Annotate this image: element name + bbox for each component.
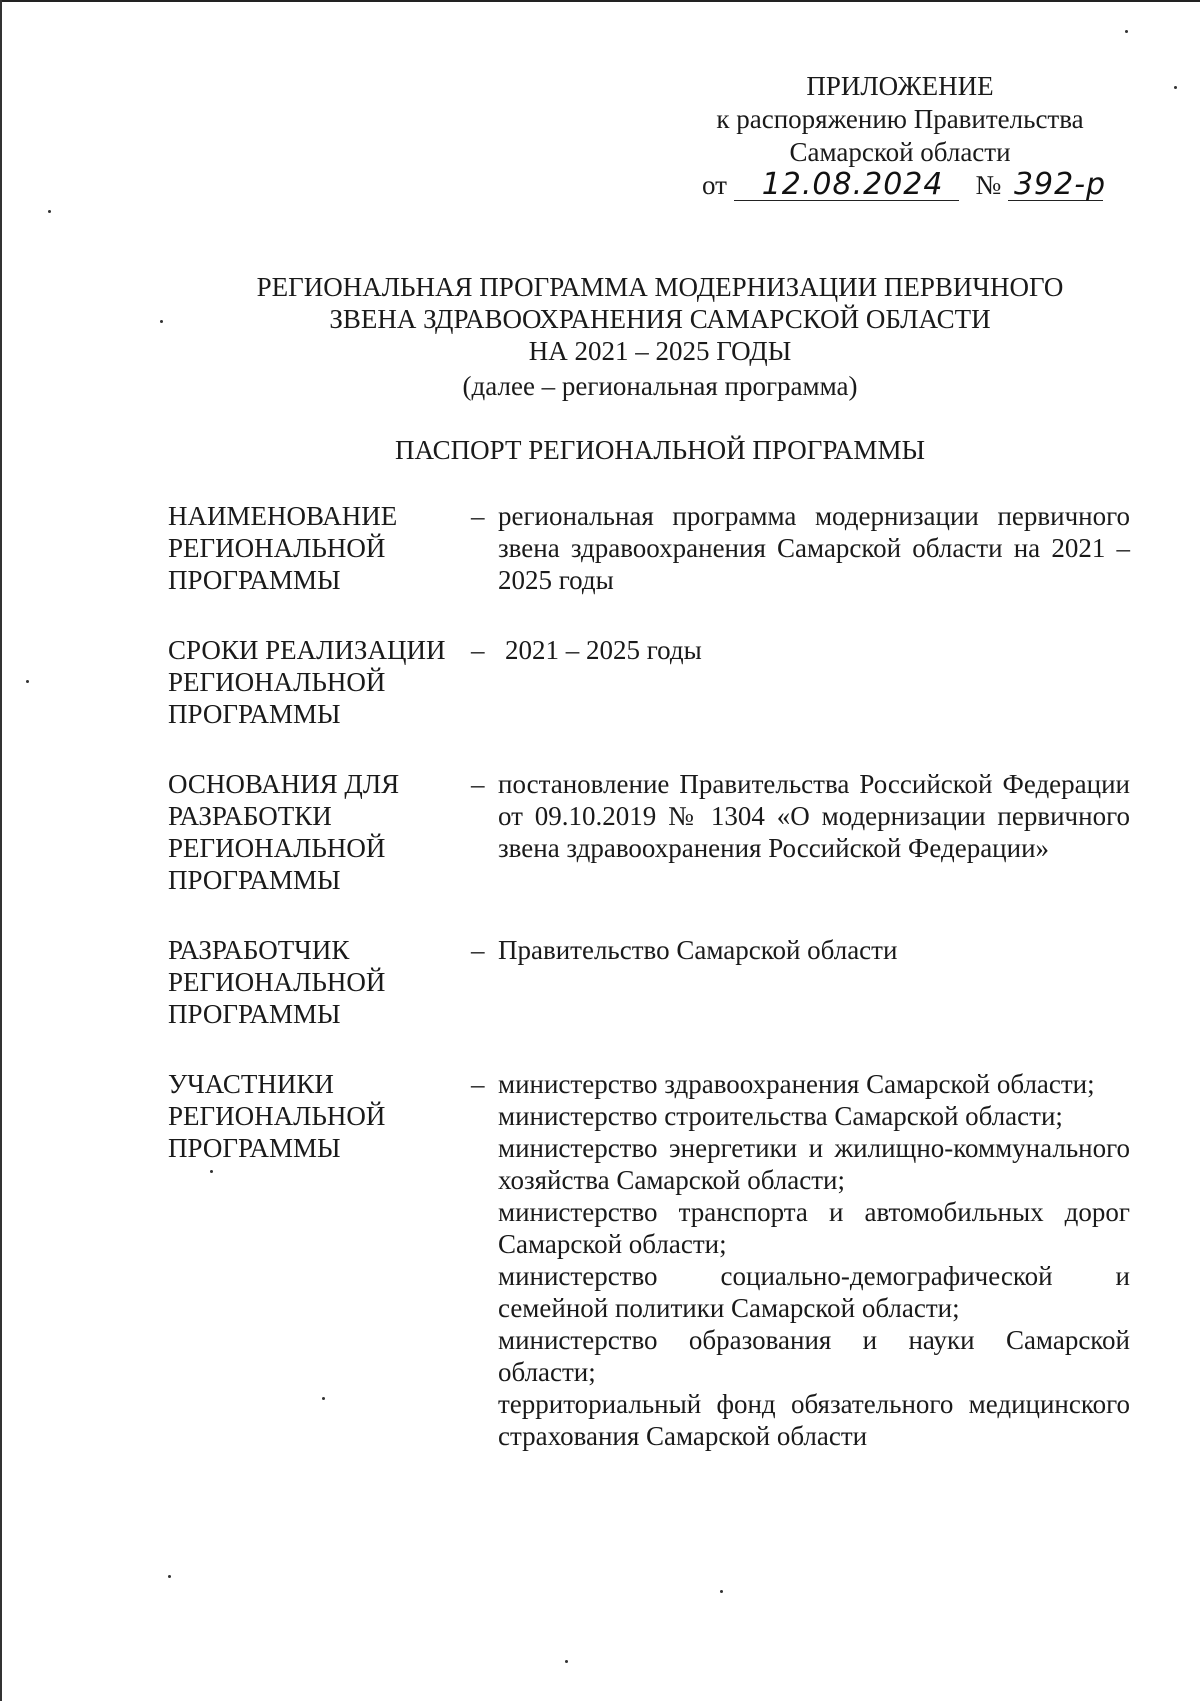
scan-left-edge (0, 0, 2, 1701)
scan-top-edge (0, 0, 1200, 2)
scan-speck (1125, 30, 1128, 33)
scan-speck (1174, 86, 1177, 89)
passport-value (491, 768, 1130, 864)
title-line-2: ЗВЕНА ЗДРАВООХРАНЕНИЯ САМАРСКОЙ ОБЛАСТИ (329, 304, 991, 334)
scan-speck (565, 1660, 568, 1663)
passport-value (491, 500, 1130, 596)
passport-dash: – (471, 769, 485, 799)
title-subtitle: (далее – региональная программа) (462, 371, 858, 401)
participant-item: министерство социально-демографической и семейной политики Самарской области; (498, 1261, 1130, 1323)
appendix-heading: ПРИЛОЖЕНИЕ (806, 71, 994, 101)
passport-dash: – (471, 1069, 485, 1099)
passport-value (491, 934, 1130, 966)
passport-value (491, 634, 1130, 666)
scan-speck (26, 680, 29, 683)
passport-label: СРОКИ РЕАЛИЗАЦИИ РЕГИОНАЛЬНОЙ ПРОГРАММЫ (168, 635, 446, 729)
scan-speck (168, 1575, 171, 1578)
number-prefix: № (975, 170, 1002, 200)
date-prefix: от (702, 170, 727, 200)
passport-row-developer (168, 934, 1130, 1030)
handwritten-number: 392-р (1008, 170, 1103, 201)
passport-label: ОСНОВАНИЯ ДЛЯ РАЗРАБОТКИ РЕГИОНАЛЬНОЙ ПРОГРАММЫ (168, 769, 400, 895)
scan-speck (210, 1170, 213, 1173)
appendix-header (640, 70, 1160, 202)
passport-dash: – (471, 935, 485, 965)
appendix-date-row (640, 169, 1160, 202)
appendix-line-2: Самарской области (789, 137, 1011, 167)
passport-value-item: Правительство Самарской области (498, 935, 898, 965)
passport-table (168, 500, 1130, 1452)
participant-item: министерство образования и науки Самарской области; (498, 1325, 1130, 1387)
program-title (120, 271, 1200, 402)
passport-row-participants (168, 1068, 1130, 1452)
participant-item: министерство транспорта и автомобильных дорог Самарской области; (498, 1197, 1130, 1259)
passport-row-terms (168, 634, 1130, 730)
scan-speck (322, 1397, 325, 1400)
scan-speck (160, 320, 163, 323)
passport-dash: – (471, 501, 485, 531)
passport-row-grounds (168, 768, 1130, 896)
handwritten-date: 12.08.2024 (734, 170, 959, 201)
passport-label: РАЗРАБОТЧИК РЕГИОНАЛЬНОЙ ПРОГРАММЫ (168, 935, 386, 1029)
title-line-3: НА 2021 – 2025 ГОДЫ (528, 336, 792, 366)
scan-speck (48, 210, 51, 213)
participant-item: территориальный фонд обязательного медицинского страхования Самарской области (498, 1389, 1130, 1451)
passport-value-item: региональная программа модернизации первичного звена здравоохранения Самарской области на 2021 – 2025 годы (498, 501, 1130, 595)
title-line-1: РЕГИОНАЛЬНАЯ ПРОГРАММА МОДЕРНИЗАЦИИ ПЕРВИЧНОГО (256, 272, 1064, 302)
participant-item: министерство строительства Самарской области; (498, 1101, 1063, 1131)
passport-title: ПАСПОРТ РЕГИОНАЛЬНОЙ ПРОГРАММЫ (395, 435, 925, 465)
appendix-line-1: к распоряжению Правительства (716, 104, 1084, 134)
passport-label: НАИМЕНОВАНИЕ РЕГИОНАЛЬНОЙ ПРОГРАММЫ (168, 501, 398, 595)
passport-dash: – (471, 635, 485, 665)
passport-value-item: постановление Правительства Российской Федерации от 09.10.2019 № 1304 «О модернизации первичного звена здравоохранения Российской Федерации» (498, 769, 1130, 863)
participant-item: министерство энергетики и жилищно-коммунального хозяйства Самарской области; (498, 1133, 1130, 1195)
passport-value (491, 1068, 1130, 1452)
passport-row-name (168, 500, 1130, 596)
participant-item: министерство здравоохранения Самарской области; (498, 1069, 1095, 1099)
passport-value-item: 2021 – 2025 годы (505, 635, 702, 665)
passport-label: УЧАСТНИКИ РЕГИОНАЛЬНОЙ ПРОГРАММЫ (168, 1069, 386, 1163)
scan-speck (720, 1590, 723, 1593)
